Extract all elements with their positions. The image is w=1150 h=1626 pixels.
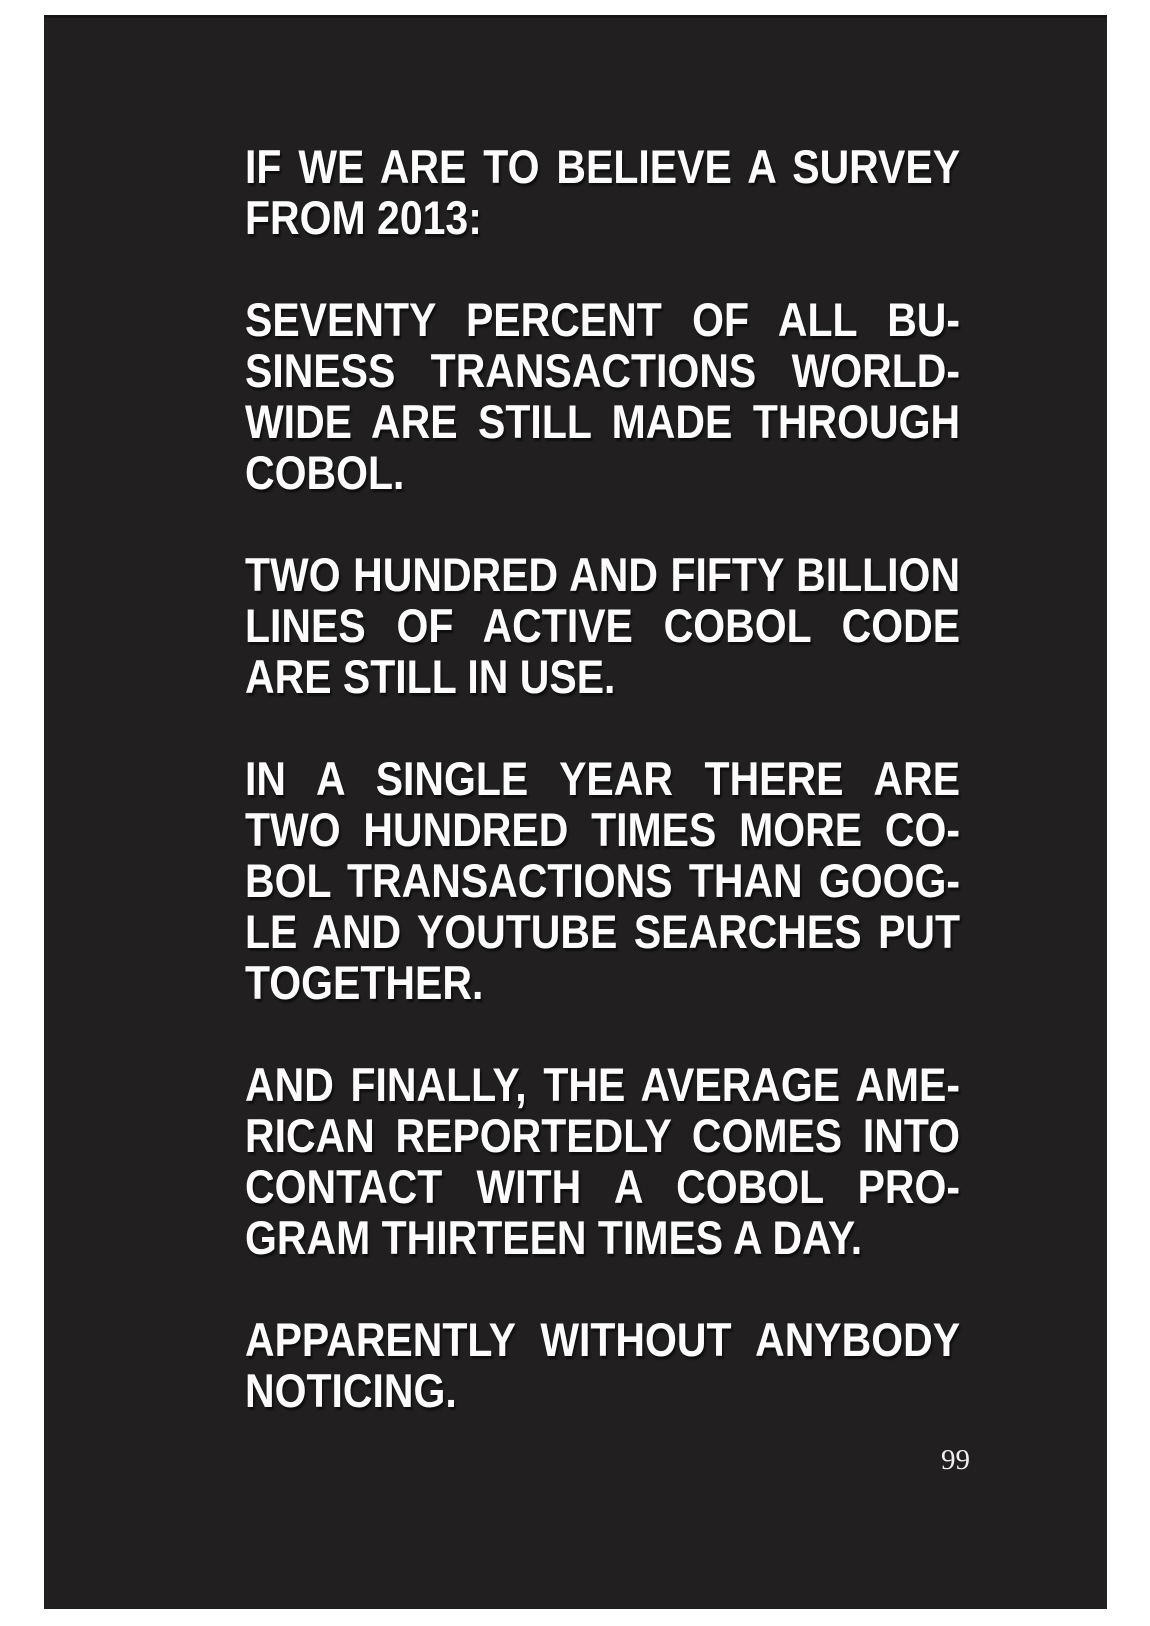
text-line: IF WE ARE TO BELIEVE A SURVEY <box>245 140 961 193</box>
text-line: LINES OF ACTIVE COBOL CODE <box>245 599 961 652</box>
text-line: GRAM THIRTEEN TIMES A DAY. <box>245 1211 863 1264</box>
text-block <box>245 141 960 1416</box>
text-line: SEVENTY PERCENT OF ALL BU- <box>245 293 961 346</box>
paragraph-transactions-compare <box>245 753 960 1008</box>
text-line: CONTACT WITH A COBOL PRO- <box>245 1160 961 1213</box>
text-line: ARE STILL IN USE. <box>245 650 616 703</box>
text-line: RICAN REPORTEDLY COMES INTO <box>245 1109 961 1162</box>
text-line: BOL TRANSACTIONS THAN GOOG- <box>245 854 961 907</box>
text-line: COBOL. <box>245 446 405 499</box>
text-line: LE AND YOUTUBE SEARCHES PUT <box>245 905 961 958</box>
book-page <box>44 15 1107 1609</box>
paragraph-survey-intro <box>245 141 960 243</box>
text-line: WIDE ARE STILL MADE THROUGH <box>245 395 961 448</box>
paragraph-nobody-noticing <box>245 1314 960 1416</box>
page-number: 99 <box>941 1444 970 1476</box>
text-line: IN A SINGLE YEAR THERE ARE <box>245 752 961 805</box>
text-line: TWO HUNDRED TIMES MORE CO- <box>245 803 961 856</box>
paragraph-billion-lines <box>245 549 960 702</box>
text-line: TWO HUNDRED AND FIFTY BILLION <box>245 548 961 601</box>
text-line: APPARENTLY WITHOUT ANYBODY <box>245 1313 961 1366</box>
text-line: SINESS TRANSACTIONS WORLD- <box>245 344 961 397</box>
paragraph-seventy-percent <box>245 294 960 498</box>
text-line: AND FINALLY, THE AVERAGE AME- <box>245 1058 961 1111</box>
text-line: NOTICING. <box>245 1364 457 1417</box>
paragraph-average-american <box>245 1059 960 1263</box>
text-line: FROM 2013: <box>245 191 482 244</box>
text-line: TOGETHER. <box>245 956 484 1009</box>
